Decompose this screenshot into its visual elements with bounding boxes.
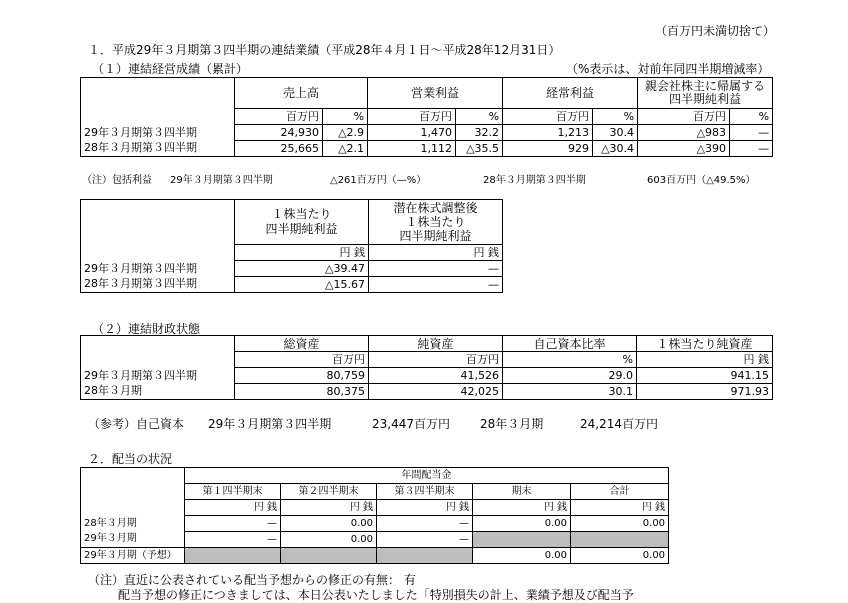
unit-cell: %: [456, 109, 503, 125]
eps-header-basic: １株当たり 四半期純利益: [235, 200, 369, 245]
unit-cell: %: [323, 109, 368, 125]
revision-note-detail: 配当予想の修正につきましては、本日公表いたしました「特別損失の計上、業績予想及び配当予: [118, 588, 634, 602]
unit-cell: 円 銭: [185, 500, 281, 516]
equity-value1: 23,447百万円: [372, 417, 450, 431]
comprehensive-period2: 28年３月期第３四半期: [483, 175, 586, 186]
financial-header: 自己資本比率: [503, 336, 637, 352]
results-header-sales: 売上高: [235, 78, 368, 109]
eps-header-diluted: 潜在株式調整後 １株当たり 四半期純利益: [369, 200, 503, 245]
unit-note: （百万円未満切捨て）: [655, 24, 776, 38]
dividends-header: 第３四半期末: [377, 484, 473, 500]
financial-header: 純資産: [369, 336, 503, 352]
dividends-table: [80, 467, 773, 564]
revision-note: （注）直近に公表されている配当予想からの修正の有無： 有: [88, 573, 416, 587]
unit-cell: 円 銭: [473, 500, 571, 516]
comprehensive-value2: 603百万円（△49.5%）: [647, 175, 756, 186]
unit-cell: %: [503, 352, 637, 368]
financial-header: 総資産: [235, 336, 369, 352]
unit-cell: 百万円: [368, 109, 456, 125]
eps-table: [80, 199, 503, 293]
unit-cell: %: [730, 109, 773, 125]
comprehensive-value1: △261百万円（—%）: [330, 175, 427, 186]
table-row: 28年３月期第３四半期 △15.67 —: [81, 277, 503, 293]
unit-cell: 円 銭: [281, 500, 377, 516]
sub1-title: （１）連結経営成績（累計）: [92, 62, 249, 76]
results-header-ordinary: 経常利益: [503, 78, 638, 109]
table-row: 29年３月期第３四半期 24,930 △2.9 1,470 32.2 1,213 30.4 △983 —: [81, 125, 773, 141]
table-row: 29年３月期第３四半期 80,759 41,526 29.0 941.15: [81, 368, 773, 384]
unit-cell: 円 銭: [235, 245, 369, 261]
section2-title: ２．配当の状況: [88, 452, 173, 466]
unit-cell: 百万円: [235, 109, 323, 125]
unit-cell: 百万円: [638, 109, 730, 125]
pct-note: （%表示は、対前年同四半期増減率）: [566, 62, 770, 76]
table-row: 28年３月期 80,375 42,025 30.1 971.93: [81, 384, 773, 400]
unit-cell: 百万円: [503, 109, 593, 125]
results-header-net: 親会社株主に帰属する 四半期純利益: [638, 78, 773, 109]
results-header-operating: 営業利益: [368, 78, 503, 109]
section1-title: １．平成29年３月期第３四半期の連結業績（平成28年４月１日～平成28年12月31日）: [88, 43, 561, 57]
financial-table: [80, 335, 773, 400]
table-row: 28年３月期 — 0.00 — 0.00 0.00: [81, 516, 773, 532]
sub2-title: （２）連結財政状態: [92, 322, 201, 336]
table-row: 29年３月期 — 0.00 —: [81, 532, 773, 548]
unit-cell: 百万円: [369, 352, 503, 368]
unit-cell: 円 銭: [377, 500, 473, 516]
equity-value2: 24,214百万円: [580, 417, 658, 431]
table-row: 28年３月期第３四半期 25,665 △2.1 1,112 △35.5 929 △30.4 △390 —: [81, 141, 773, 157]
dividends-header: 期末: [473, 484, 571, 500]
dividends-header: 第２四半期末: [281, 484, 377, 500]
unit-cell: 円 銭: [369, 245, 503, 261]
unit-cell: 円 銭: [637, 352, 773, 368]
equity-period1: 29年３月期第３四半期: [208, 417, 332, 431]
comprehensive-period1: 29年３月期第３四半期: [170, 175, 273, 186]
table-row: 29年３月期（予想） 0.00 0.00: [81, 548, 773, 564]
unit-cell: 百万円: [235, 352, 369, 368]
unit-cell: %: [593, 109, 638, 125]
comprehensive-label: （注）包括利益: [82, 175, 152, 186]
financial-header: １株当たり純資産: [637, 336, 773, 352]
equity-label: （参考）自己資本: [88, 417, 185, 431]
unit-cell: 円 銭: [571, 500, 669, 516]
equity-period2: 28年３月期: [480, 417, 544, 431]
dividends-header: 第１四半期末: [185, 484, 281, 500]
table-row: 29年３月期第３四半期 △39.47 —: [81, 261, 503, 277]
dividends-group-header: 年間配当金: [185, 468, 669, 484]
results-table: [80, 77, 773, 157]
dividends-header: 合計: [571, 484, 669, 500]
